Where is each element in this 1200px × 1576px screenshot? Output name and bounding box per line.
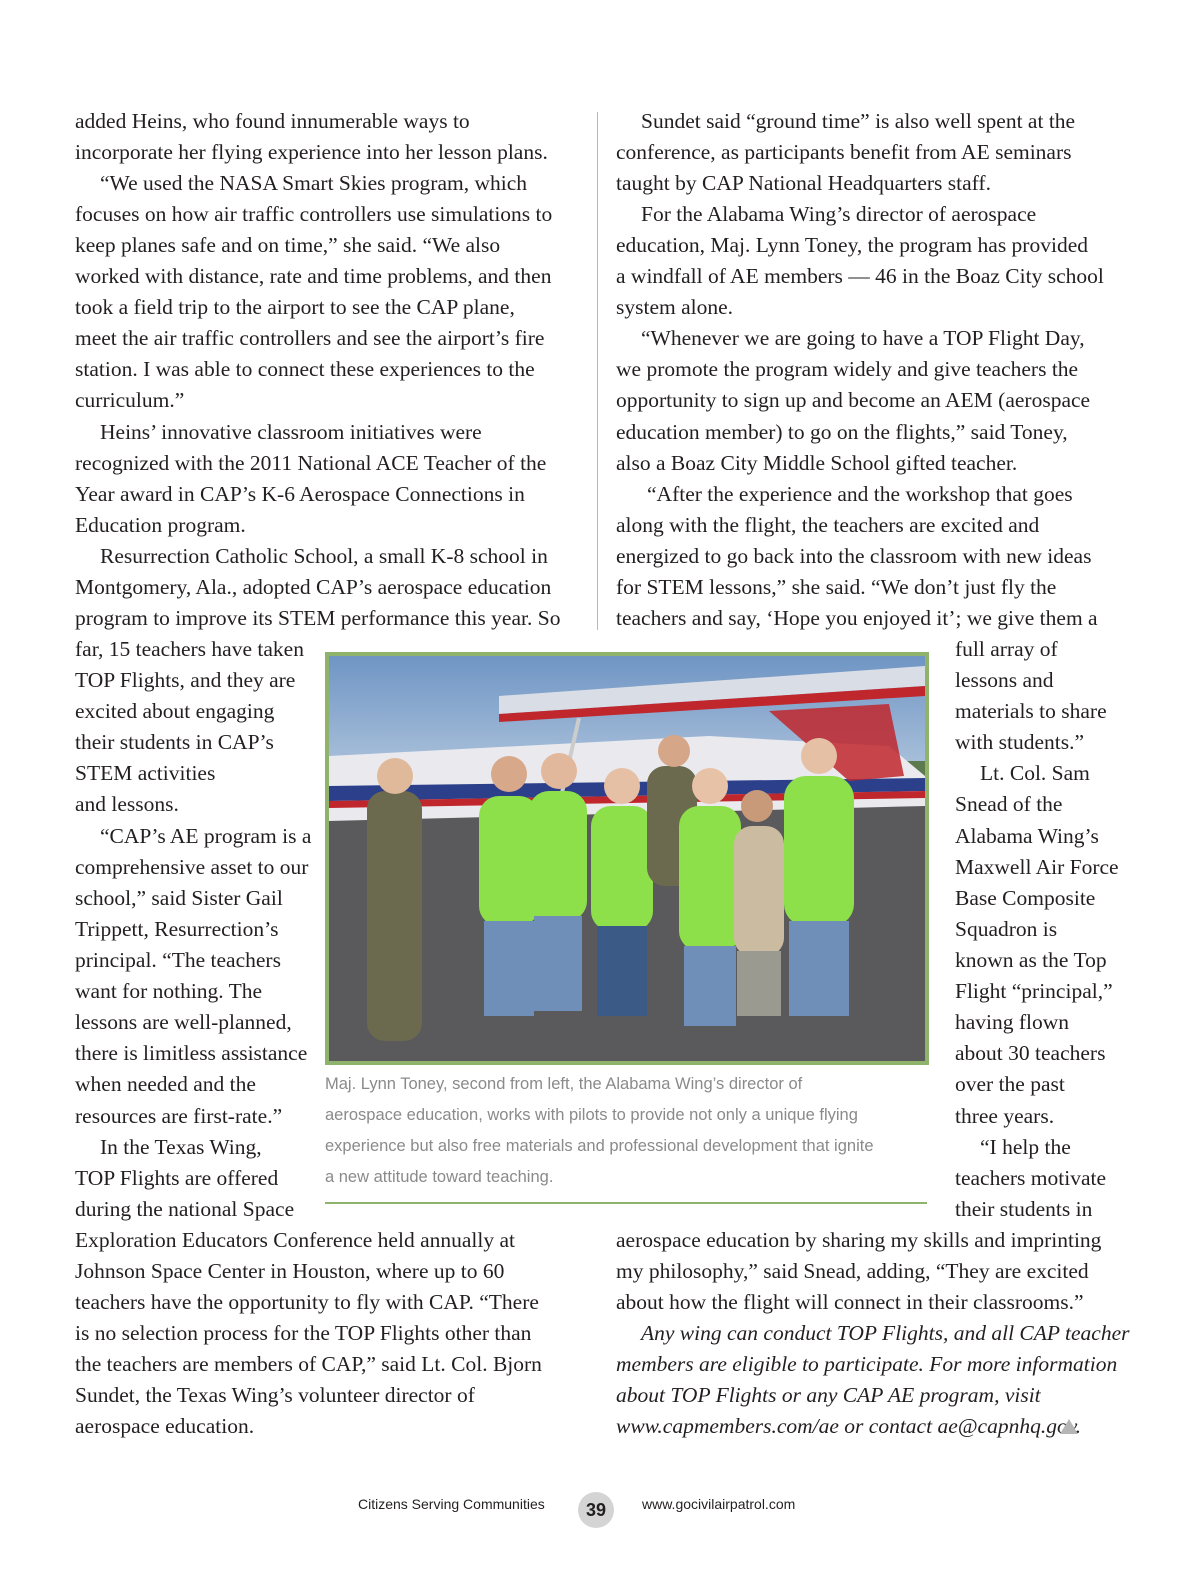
column-divider: [597, 112, 598, 630]
text-line: Resurrection Catholic School, a small K-8 school in: [100, 544, 548, 568]
text-line: “Whenever we are going to have a TOP Flight Day,: [641, 326, 1085, 350]
text-line: their students in CAP’s: [75, 730, 274, 754]
text-line: their students in: [955, 1197, 1093, 1221]
text-line: over the past: [955, 1072, 1065, 1096]
caption-line: Maj. Lynn Toney, second from left, the Alabama Wing’s director of: [325, 1075, 803, 1093]
caption-line: aerospace education, works with pilots to provide not only a unique flying: [325, 1106, 858, 1124]
text-line: meet the air traffic controllers and see the airport’s fire: [75, 326, 545, 350]
text-line: Maxwell Air Force: [955, 855, 1119, 879]
text-line: teachers and say, ‘Hope you enjoyed it’; we give them a: [616, 606, 1098, 630]
footer-website[interactable]: www.gocivilairpatrol.com: [642, 1496, 796, 1512]
text-line: station. I was able to connect these experiences to the: [75, 357, 535, 381]
text-line: opportunity to sign up and become an AEM (aerospace: [616, 388, 1091, 412]
text-line: about how the flight will connect in their classrooms.”: [616, 1290, 1084, 1314]
text-line: Any wing can conduct TOP Flights, and all CAP teacher: [641, 1321, 1130, 1345]
text-line: also a Boaz City Middle School gifted teacher.: [616, 451, 1018, 475]
text-line: In the Texas Wing,: [100, 1135, 262, 1159]
text-line: Lt. Col. Sam: [980, 761, 1090, 785]
text-line: having flown: [955, 1010, 1070, 1034]
text-line: Squadron is: [955, 917, 1058, 941]
text-line: “After the experience and the workshop that goes: [647, 482, 1073, 506]
text-line: known as the Top: [955, 948, 1107, 972]
text-line: full array of: [955, 637, 1058, 661]
caption-rule: [325, 1202, 927, 1204]
text-line: TOP Flights are offered: [75, 1166, 279, 1190]
text-line: www.capmembers.com/ae or contact ae@capnhq.gov.: [616, 1414, 1082, 1438]
text-line: Education program.: [75, 513, 246, 537]
text-line: “I help the: [980, 1135, 1071, 1159]
end-of-article-triangle-icon: [1060, 1419, 1078, 1434]
text-line: curriculum.”: [75, 388, 185, 412]
text-line: Year award in CAP’s K-6 Aerospace Connections in: [75, 482, 525, 506]
text-line: Alabama Wing’s: [955, 824, 1099, 848]
text-line: program to improve its STEM performance this year. So: [75, 606, 561, 630]
text-line: about TOP Flights or any CAP AE program, visit: [616, 1383, 1041, 1407]
text-line: took a field trip to the airport to see the CAP plane,: [75, 295, 515, 319]
text-line: energized to go back into the classroom with new ideas: [616, 544, 1092, 568]
text-line: Flight “principal,”: [955, 979, 1113, 1003]
text-line: aerospace education.: [75, 1414, 255, 1438]
caption-line: a new attitude toward teaching.: [325, 1168, 554, 1186]
text-line: taught by CAP National Headquarters staff.: [616, 171, 991, 195]
text-line: For the Alabama Wing’s director of aerospace: [641, 202, 1037, 226]
text-line: and lessons.: [75, 792, 179, 816]
caption-line: experience but also free materials and professional development that ignite: [325, 1137, 874, 1155]
text-line: lessons and: [955, 668, 1054, 692]
text-line: Base Composite: [955, 886, 1096, 910]
text-line: with students.”: [955, 730, 1084, 754]
text-line: three years.: [955, 1104, 1055, 1128]
text-line: principal. “The teachers: [75, 948, 281, 972]
text-line: “CAP’s AE program is a: [100, 824, 312, 848]
text-line: a windfall of AE members — 46 in the Boaz City school: [616, 264, 1104, 288]
text-line: there is limitless assistance: [75, 1041, 308, 1065]
text-line: resources are first-rate.”: [75, 1104, 283, 1128]
text-line: the teachers are members of CAP,” said Lt. Col. Bjorn: [75, 1352, 542, 1376]
text-line: comprehensive asset to our: [75, 855, 309, 879]
text-line: Trippett, Resurrection’s: [75, 917, 279, 941]
photo-illustration: [329, 656, 925, 1061]
text-line: school,” said Sister Gail: [75, 886, 283, 910]
group-photo: [325, 652, 929, 1065]
text-line: recognized with the 2011 National ACE Teacher of the: [75, 451, 547, 475]
text-line: “We used the NASA Smart Skies program, which: [100, 171, 528, 195]
text-line: lessons are well-planned,: [75, 1010, 292, 1034]
text-line: far, 15 teachers have taken: [75, 637, 304, 661]
text-line: my philosophy,” said Snead, adding, “They are excited: [616, 1259, 1089, 1283]
text-line: Sundet said “ground time” is also well spent at the: [641, 109, 1076, 133]
text-line: TOP Flights, and they are: [75, 668, 296, 692]
text-line: excited about engaging: [75, 699, 275, 723]
text-line: along with the flight, the teachers are excited and: [616, 513, 1040, 537]
text-line: teachers motivate: [955, 1166, 1107, 1190]
text-line: we promote the program widely and give teachers the: [616, 357, 1079, 381]
text-line: education, Maj. Lynn Toney, the program has provided: [616, 233, 1088, 257]
text-line: teachers have the opportunity to fly with CAP. “There: [75, 1290, 539, 1314]
text-line: want for nothing. The: [75, 979, 263, 1003]
text-line: added Heins, who found innumerable ways to: [75, 109, 470, 133]
text-line: Sundet, the Texas Wing’s volunteer director of: [75, 1383, 475, 1407]
text-line: STEM activities: [75, 761, 216, 785]
text-line: about 30 teachers: [955, 1041, 1106, 1065]
text-line: Johnson Space Center in Houston, where up to 60: [75, 1259, 505, 1283]
text-line: Montgomery, Ala., adopted CAP’s aerospace education: [75, 575, 552, 599]
text-line: for STEM lessons,” she said. “We don’t just fly the: [616, 575, 1057, 599]
text-line: focuses on how air traffic controllers use simulations to: [75, 202, 553, 226]
text-line: Heins’ innovative classroom initiatives were: [100, 420, 482, 444]
text-line: is no selection process for the TOP Flights other than: [75, 1321, 532, 1345]
text-line: when needed and the: [75, 1072, 256, 1096]
text-line: conference, as participants benefit from AE seminars: [616, 140, 1072, 164]
text-line: during the national Space: [75, 1197, 295, 1221]
text-line: incorporate her flying experience into her lesson plans.: [75, 140, 548, 164]
page-number: 39: [578, 1492, 614, 1528]
text-line: worked with distance, rate and time problems, and then: [75, 264, 552, 288]
text-line: Exploration Educators Conference held annually at: [75, 1228, 515, 1252]
text-line: system alone.: [616, 295, 734, 319]
text-line: keep planes safe and on time,” she said. “We also: [75, 233, 501, 257]
text-line: aerospace education by sharing my skills and imprinting: [616, 1228, 1102, 1252]
text-line: education member) to go on the flights,” said Toney,: [616, 420, 1068, 444]
text-line: Snead of the: [955, 792, 1063, 816]
footer-tagline: Citizens Serving Communities: [358, 1496, 545, 1512]
text-line: members are eligible to participate. For more information: [616, 1352, 1118, 1376]
text-line: materials to share: [955, 699, 1107, 723]
